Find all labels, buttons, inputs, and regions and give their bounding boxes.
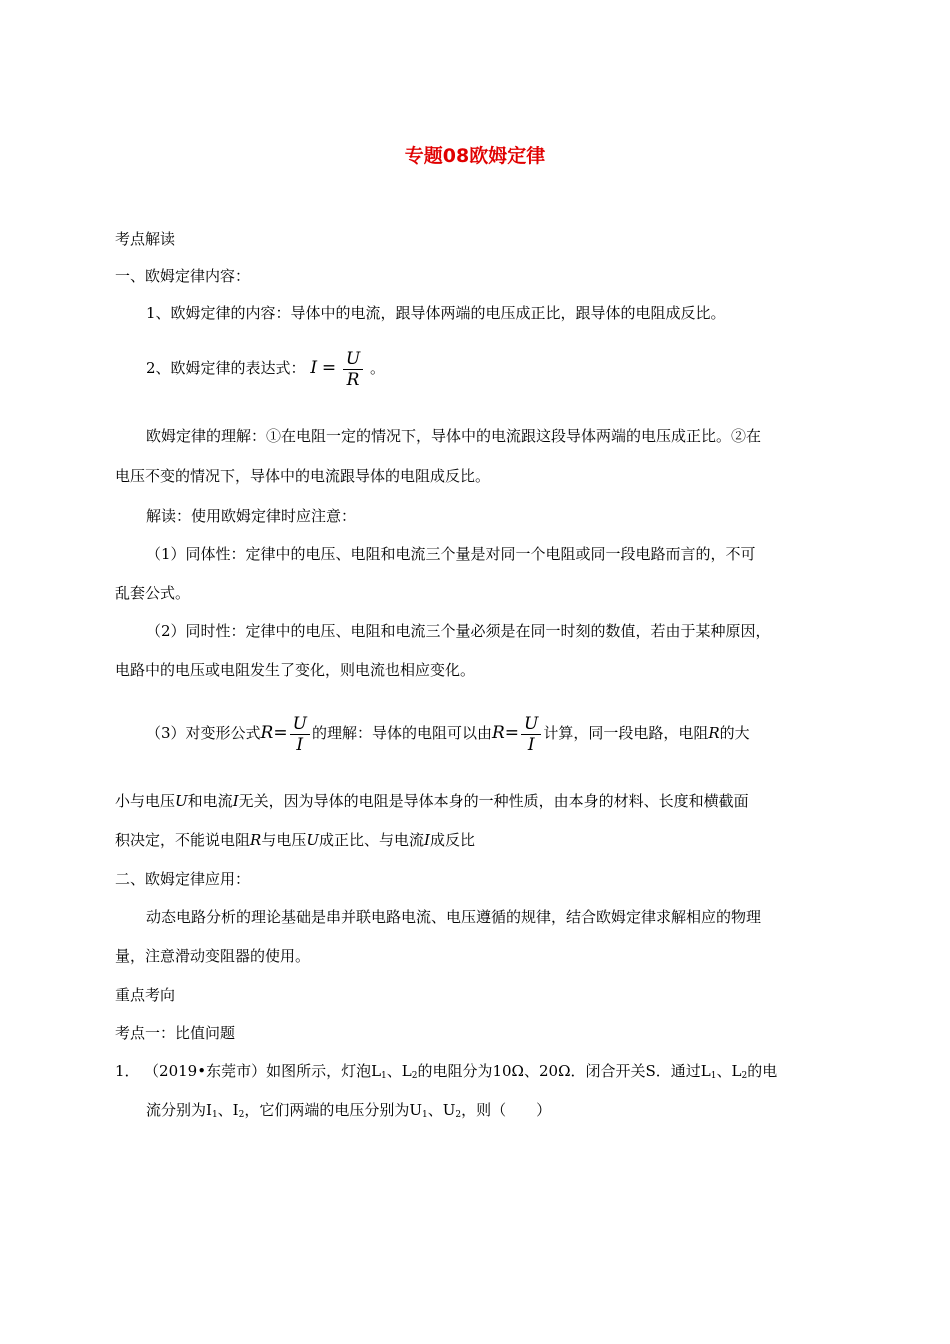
note-3-end: 的大 — [719, 724, 750, 742]
formula-lhs: I — [310, 358, 318, 378]
var-i: I — [424, 831, 430, 849]
question-1-line-1 — [115, 1060, 777, 1087]
note-3-prefix: （3）对变形公式 — [146, 724, 261, 742]
var-i: I — [232, 792, 239, 810]
formula-equals: = — [273, 723, 288, 743]
formula-r-lhs: R — [260, 723, 274, 743]
formula-fraction-u-over-i — [290, 714, 310, 755]
fraction-numerator: U — [524, 713, 539, 734]
key-point-one-heading: 考点一：比值问题 — [115, 1024, 236, 1042]
subscript: 2 — [411, 1071, 418, 1081]
subscript: 1 — [211, 1110, 218, 1120]
text-segment: 成正比、与电流 — [318, 831, 424, 849]
expression-end: 。 — [369, 359, 385, 377]
law-expression-line — [146, 346, 385, 390]
note-1-line-2: 乱套公式。 — [115, 584, 191, 602]
text-segment: 成反比 — [429, 831, 475, 849]
section-two-heading: 二、欧姆定律应用： — [115, 870, 251, 888]
fraction-denominator: I — [521, 734, 541, 755]
text-segment: （2019•东莞市）如图所示，灯泡L — [151, 1062, 382, 1080]
text-segment: 积决定，不能说电阻 — [115, 831, 251, 849]
section-header: 考点解读 — [115, 230, 176, 248]
application-line-2: 量，注意滑动变阻器的使用。 — [115, 947, 311, 965]
var-r: R — [250, 831, 262, 849]
notes-intro: 解读：使用欧姆定律时应注意： — [146, 507, 357, 525]
subscript: 2 — [455, 1110, 462, 1120]
text-segment: 、I — [217, 1101, 239, 1119]
application-line-1: 动态电路分析的理论基础是串并联电路电流、电压遵循的规律，结合欧姆定律求解相应的物理 — [146, 908, 762, 926]
understanding-line-1: 欧姆定律的理解：①在电阻一定的情况下，导体中的电流跟这段导体两端的电压成正比。②在 — [146, 427, 762, 445]
note-2-line-1: （2）同时性：定律中的电压、电阻和电流三个量必须是在同一时刻的数值，若由于某种原因， — [146, 622, 771, 640]
formula-equals-2: = — [504, 723, 520, 743]
formula-fraction — [343, 349, 363, 390]
note-3-line-1 — [146, 711, 750, 755]
subscript: 2 — [238, 1110, 245, 1120]
text-segment: 的电阻分为10Ω、20Ω．闭合开关S．通过L — [417, 1062, 711, 1080]
note-3-line-2 — [115, 790, 749, 812]
fraction-numerator: U — [292, 713, 307, 734]
expression-label: 2、欧姆定律的表达式： — [146, 359, 306, 377]
subscript: 1 — [381, 1071, 387, 1081]
focus-heading: 重点考向 — [115, 986, 176, 1004]
fraction-numerator: U — [345, 348, 361, 369]
fraction-denominator: I — [290, 734, 310, 755]
fraction-denominator: R — [343, 369, 363, 390]
question-number: 1． — [115, 1062, 140, 1080]
formula-fraction-u-over-i-2 — [521, 714, 541, 755]
understanding-line-2: 电压不变的情况下，导体中的电流跟导体的电阻成反比。 — [115, 467, 491, 485]
law-content-paragraph: 1、欧姆定律的内容：导体中的电流，跟导体两端的电压成正比，跟导体的电阻成反比。 — [146, 304, 726, 322]
page-title: 专题08欧姆定律 — [404, 145, 546, 167]
formula-equals: = — [321, 358, 337, 378]
text-segment: 、L — [386, 1062, 412, 1080]
text-segment: 无关，因为导体的电阻是导体本身的一种性质，由本身的材料、长度和横截面 — [238, 792, 749, 810]
subscript: 2 — [741, 1071, 748, 1081]
note-1-line-1: （1）同体性：定律中的电压、电阻和电流三个量是对同一个电阻或同一段电路而言的，不可 — [146, 545, 756, 563]
note-3-tail: 计算，同一段电路，电阻 — [543, 724, 709, 742]
subscript: 1 — [422, 1110, 428, 1120]
formula-r-lhs-2: R — [491, 723, 505, 743]
text-segment: 流分别为I — [146, 1101, 212, 1119]
text-segment: 、U — [427, 1101, 456, 1119]
text-segment: 小与电压 — [115, 792, 176, 810]
text-segment: ，它们两端的电压分别为U — [244, 1101, 422, 1119]
text-segment: 和电流 — [187, 792, 233, 810]
var-r: R — [708, 724, 720, 742]
subscript: 1 — [710, 1071, 717, 1081]
note-2-line-2: 电路中的电压或电阻发生了变化，则电流也相应变化。 — [115, 661, 476, 679]
text-segment: 与电压 — [261, 831, 307, 849]
section-one-heading: 一、欧姆定律内容： — [115, 267, 251, 285]
var-u: U — [306, 831, 319, 849]
note-3-line-3 — [115, 829, 475, 851]
answer-blank: ，则（ ） — [461, 1101, 552, 1119]
text-segment: 、L — [716, 1062, 742, 1080]
note-3-middle: 的理解：导体的电阻可以由 — [311, 724, 492, 742]
var-u: U — [175, 792, 188, 810]
text-segment: 的电 — [747, 1062, 778, 1080]
question-1-line-2 — [146, 1099, 551, 1126]
